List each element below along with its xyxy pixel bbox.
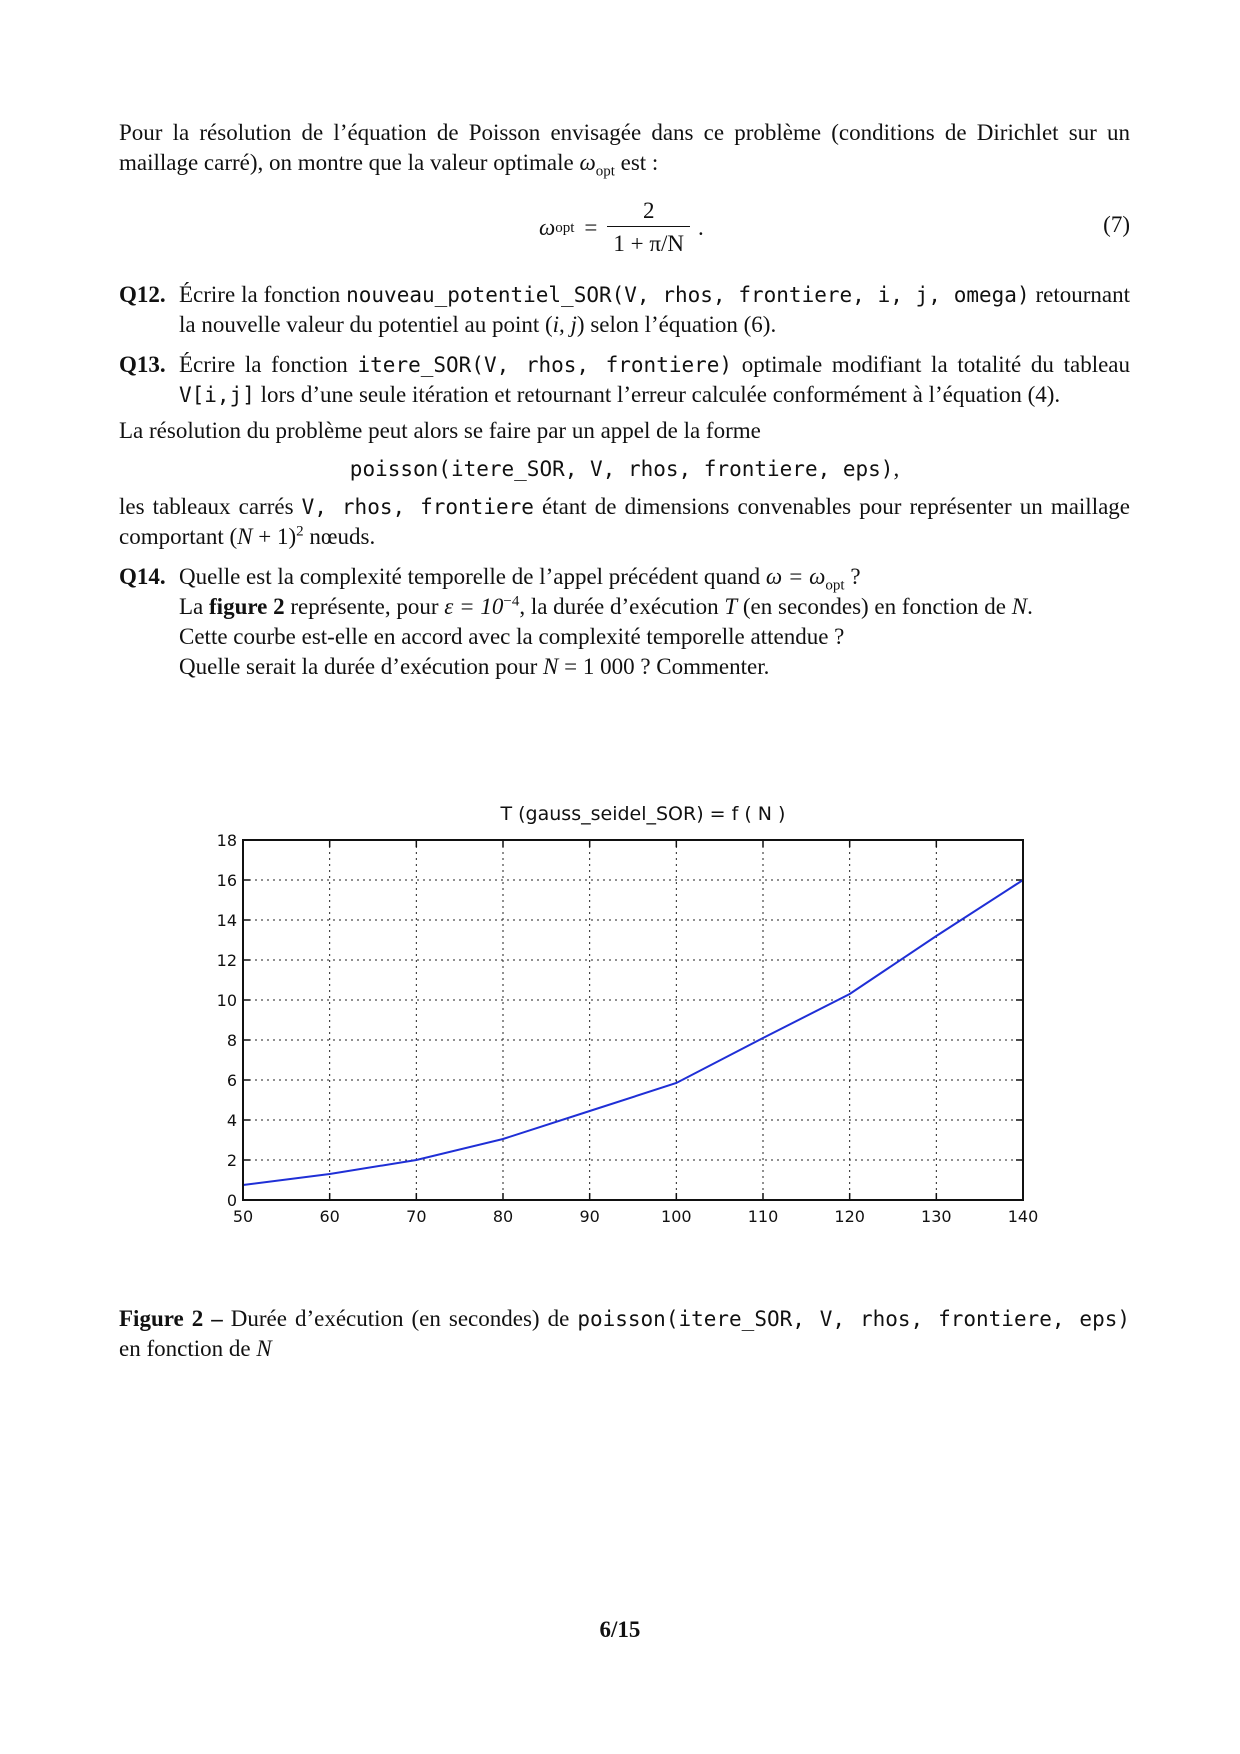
- y-tick-label: 8: [226, 1031, 237, 1050]
- x-tick-label: 110: [747, 1207, 779, 1226]
- q13-code-2: V[i,j]: [179, 383, 255, 407]
- equation-denominator: 1 + π/N: [607, 226, 690, 259]
- poisson-call-comma: ,: [893, 456, 900, 481]
- q14-line-3: Cette courbe est-elle en accord avec la complexité temporelle attendue ?: [179, 624, 845, 649]
- q14-line2-b: représente, pour: [284, 594, 445, 619]
- q14-line2-a: La: [179, 594, 210, 619]
- equation-period: .: [698, 214, 704, 240]
- equation-7: ω opt = $\frac{2}{1 + \pi/N}$ . (7): [119, 190, 1130, 276]
- q13-code: itere_SOR(V, rhos, frontiere): [357, 353, 733, 377]
- q12-text-3: ) selon l’équation (6).: [576, 312, 777, 337]
- intro-text: Pour la résolution de l’équation de Poisson envisagée dans ce problème (conditions de Dirichlet sur un maillage carré), on montre que la valeur optimale: [119, 120, 1130, 175]
- q14-figure-ref: figure 2: [209, 594, 285, 619]
- q12-text-2: retournant la nouvelle valeur du potentiel au point (: [179, 282, 1131, 337]
- intro-text-end: est :: [614, 150, 659, 175]
- arrays-text: les tableaux carrés: [119, 494, 302, 519]
- q12-code: nouveau_potentiel_SOR(V, rhos, frontiere, i, j, omega): [346, 283, 1030, 307]
- q13-text-3: lors d’une seule itération et retournant l’erreur calculée conformément à l’équation (4).: [254, 382, 1061, 407]
- q12-ij: i, j: [552, 312, 577, 337]
- caption-text-2: en fonction de: [119, 1336, 257, 1361]
- figure-2-chart: [200, 798, 1050, 1268]
- q13-text: Écrire la fonction: [179, 352, 358, 377]
- equation-numerator: 2: [642, 198, 655, 223]
- caption-code: poisson(itere_SOR, V, rhos, frontiere, eps): [577, 1307, 1130, 1331]
- resolution-text: La résolution du problème peut alors se faire par un appel de la forme: [119, 418, 761, 443]
- chart-title: T (gauss_seidel_SOR) = f ( N ): [500, 803, 786, 825]
- equation-fraction: [607, 196, 690, 259]
- q14-opt: opt: [825, 577, 845, 594]
- q12-text: Écrire la fonction: [179, 282, 347, 307]
- q14-line2-e: .: [1027, 594, 1033, 619]
- chart-ticks: [217, 831, 1039, 1226]
- poisson-call: [119, 454, 1130, 484]
- q14-line-1: [179, 562, 1130, 592]
- arrays-n: N: [237, 524, 253, 549]
- question-q13: [119, 350, 1130, 410]
- page-number: 6/15: [599, 1617, 641, 1642]
- poisson-call-code: poisson(itere_SOR, V, rhos, frontiere, eps): [349, 457, 894, 481]
- y-tick-label: 12: [216, 951, 237, 970]
- arrays-exponent: 2: [296, 523, 304, 540]
- q14-N: N: [1011, 594, 1028, 619]
- q13-label: Q13.: [119, 352, 166, 377]
- omega-symbol: ω: [579, 150, 596, 175]
- y-tick-label: 4: [226, 1111, 237, 1130]
- figure-caption: [119, 1304, 1130, 1364]
- q14-T: T: [724, 594, 738, 619]
- x-tick-label: 60: [319, 1207, 340, 1226]
- q14-line-2: [179, 592, 1130, 622]
- y-tick-label: 16: [216, 871, 237, 890]
- q14-line4-text: Quelle serait la durée d’exécution pour: [179, 654, 544, 679]
- x-tick-label: 80: [492, 1207, 514, 1226]
- x-tick-label: 70: [406, 1207, 427, 1226]
- opt-subscript: opt: [595, 163, 615, 180]
- q14-line-4: [179, 652, 1130, 682]
- y-tick-label: 2: [226, 1151, 237, 1170]
- question-q14: [119, 562, 1130, 682]
- x-tick-label: 140: [1007, 1207, 1039, 1226]
- q14-epsilon: ε = 10: [444, 594, 504, 619]
- equation-omega: ω: [539, 214, 556, 240]
- arrays-plus: + 1): [252, 524, 297, 549]
- q14-line2-c: , la durée d’exécution: [519, 594, 725, 619]
- q13-text-2: optimale modifiant la totalité du tableau: [732, 352, 1131, 377]
- caption-n: N: [256, 1336, 272, 1361]
- q14-line1-text: Quelle est la complexité temporelle de l’appel précédent quand: [179, 564, 766, 589]
- y-tick-label: 0: [226, 1191, 237, 1210]
- q14-line2-d: (en secondes) en fonction de: [737, 594, 1012, 619]
- plot-frame: [243, 840, 1023, 1200]
- arrays-text-3: nœuds.: [303, 524, 376, 549]
- caption-text: Durée d’exécution (en secondes) de: [222, 1306, 578, 1331]
- x-tick-label: 100: [661, 1207, 692, 1226]
- y-tick-label: 18: [216, 831, 237, 850]
- x-tick-label: 120: [834, 1207, 865, 1226]
- arrays-paragraph: [119, 492, 1130, 552]
- question-q12: [119, 280, 1130, 340]
- y-tick-label: 10: [216, 991, 237, 1010]
- caption-label: Figure 2 –: [119, 1306, 223, 1331]
- equation-equals: =: [584, 214, 598, 240]
- arrays-code: V, rhos, frontiere: [301, 495, 534, 519]
- q14-line4-N: N: [543, 654, 559, 679]
- q12-label: Q12.: [119, 282, 166, 307]
- q14-line1-end: ?: [844, 564, 861, 589]
- q14-line4-end: = 1 000 ? Commenter.: [558, 654, 770, 679]
- x-tick-label: 50: [232, 1207, 254, 1226]
- chart-grid: [243, 840, 1023, 1200]
- q14-omega-eq: ω = ω: [765, 564, 826, 589]
- x-tick-label: 130: [921, 1207, 952, 1226]
- q14-label: Q14.: [119, 564, 166, 589]
- y-tick-label: 6: [226, 1071, 237, 1090]
- q14-exponent: −4: [503, 593, 520, 610]
- y-tick-label: 14: [216, 911, 237, 930]
- chart-series: [243, 880, 1023, 1185]
- x-tick-label: 90: [579, 1207, 600, 1226]
- page-body: [119, 118, 1130, 682]
- series-line: [243, 880, 1023, 1185]
- intro-paragraph: [119, 118, 1130, 178]
- arrays-text-2: étant de dimensions convenables pour représenter un maillage comportant (: [119, 494, 1131, 549]
- equation-number: (7): [1103, 212, 1130, 237]
